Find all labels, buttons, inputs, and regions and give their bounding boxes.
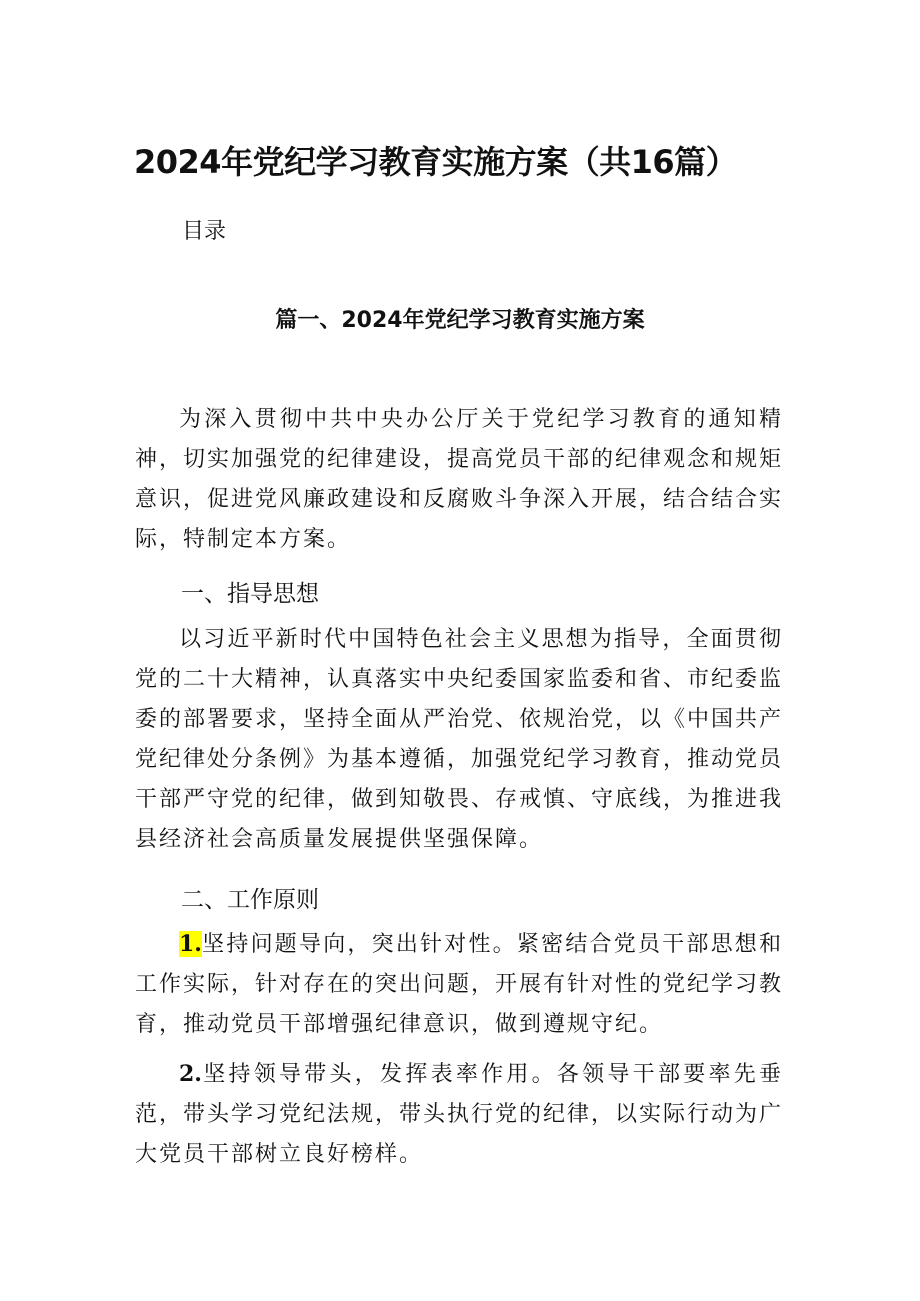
principle-number-2: 2. bbox=[179, 1061, 202, 1087]
principle-text-1: 坚持问题导向，突出针对性。紧密结合党员干部思想和工作实际，针对存在的突出问题，开展有针对性的党纪学习教育，推动党员干部增强纪律意识，做到遵规守纪。 bbox=[135, 932, 784, 1037]
table-of-contents-label: 目录 bbox=[182, 219, 227, 244]
guiding-ideology-paragraph: 以习近平新时代中国特色社会主义思想为指导，全面贯彻党的二十大精神，认真落实中央纪委国家监委和省、市纪委监委的部署要求，坚持全面从严治党、依规治党，以《中国共产党纪律处分条例》为基本遵循，加强党纪学习教育，推动党员干部严守党的纪律，做到知敬畏、存戒慎、守底线，为推进我县经济社会高质量发展提供坚强保障。 bbox=[135, 627, 784, 852]
part-one-title: 篇一、2024年党纪学习教育实施方案 bbox=[275, 308, 645, 333]
principle-number-1: 1. bbox=[179, 931, 202, 957]
document-title: 2024年党纪学习教育实施方案（共16篇） bbox=[134, 143, 738, 181]
intro-paragraph: 为深入贯彻中共中央办公厅关于党纪学习教育的通知精神，切实加强党的纪律建设，提高党员干部的纪律观念和规矩意识，促进党风廉政建设和反腐败斗争深入开展，结合结合实际，特制定本方案。 bbox=[135, 407, 784, 552]
principle-item-1 bbox=[135, 924, 783, 1045]
section-heading-work-principles: 二、工作原则 bbox=[181, 887, 319, 913]
section-heading-guiding-ideology: 一、指导思想 bbox=[181, 581, 319, 607]
principle-text-2: 坚持领导带头，发挥表率作用。各领导干部要率先垂范，带头学习党纪法规，带头执行党的纪律，以实际行动为广大党员干部树立良好榜样。 bbox=[135, 1062, 784, 1167]
principle-item-2 bbox=[135, 1054, 783, 1175]
